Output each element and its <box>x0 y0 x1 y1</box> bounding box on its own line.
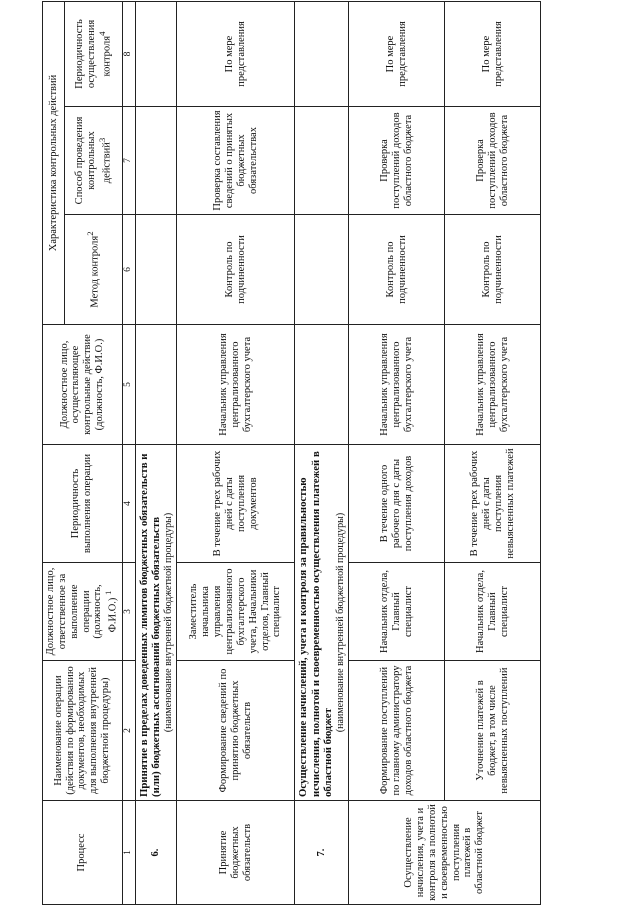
table-row <box>349 1 445 904</box>
cell-way: Проверка поступлений доходов областного бюджета <box>445 107 541 215</box>
cell-responsible: Начальник отдела, Главный специалист <box>445 563 541 661</box>
footnote-mark-3: 3 <box>96 137 107 143</box>
empty-cell <box>295 325 349 445</box>
table-row <box>445 1 541 904</box>
column-number: 4 <box>122 445 135 563</box>
header-control-group: Характеристика контрольных действий <box>43 1 65 324</box>
cell-operation: Формирование сведений по принятию бюджетных обязательств <box>177 661 295 801</box>
header-periodicity: Периодичность выполнения операции <box>43 445 123 563</box>
section-subtitle: (наименование внутренней бюджетной процедуры) <box>163 512 175 733</box>
cell-process: Осуществление начисления, учета и контроля за полнотой и своевременностью поступления платежей в областной бюджет <box>349 801 541 905</box>
header-method <box>65 215 123 325</box>
section-title-cell <box>295 445 349 801</box>
cell-control-period: По мере представления <box>177 1 295 106</box>
header-operation-name: Наименование операции (действия по формированию документов, необходимых для выполнения внутренней бюджетной процедуры) <box>43 661 123 801</box>
header-process: Процесс <box>43 801 123 905</box>
internal-control-table <box>42 1 541 905</box>
cell-process: Принятие бюджетных обязательств <box>177 801 295 905</box>
header-way-text: Способ проведения контрольных действий <box>73 116 113 205</box>
column-number: 5 <box>122 325 135 445</box>
header-responsible <box>43 563 123 661</box>
column-number: 1 <box>122 801 135 905</box>
cell-responsible: Начальник отдела, Главный специалист <box>349 563 445 661</box>
empty-cell <box>295 1 349 106</box>
footnote-mark-4: 4 <box>96 31 107 36</box>
cell-control-period: По мере представления <box>445 1 541 106</box>
header-control-period-text: Периодичность осуществления контроля <box>73 19 113 89</box>
footnote-mark-2: 2 <box>84 231 95 236</box>
cell-periodicity: В течение одного рабочего дня с даты поступления доходов <box>349 445 445 563</box>
header-method-text: Метод контроля <box>89 235 101 308</box>
header-way <box>65 107 123 215</box>
empty-cell <box>135 1 177 106</box>
section-number: 7. <box>295 801 349 905</box>
cell-controller: Начальник управления централизованного бухгалтерского учета <box>445 325 541 445</box>
header-row <box>43 1 65 904</box>
header-control-period <box>65 1 123 106</box>
section-title: Осуществление начислений, учета и контроля за правильностью исчисления, полнотой и своевременностью осуществления платежей в областной бюджет <box>297 451 334 797</box>
cell-controller: Начальник управления централизованного бухгалтерского учета <box>177 325 295 445</box>
cell-method: Контроль по подчиненности <box>177 215 295 325</box>
document-page <box>42 2 638 905</box>
cell-controller: Начальник управления централизованного бухгалтерского учета <box>349 325 445 445</box>
empty-cell <box>135 215 177 325</box>
cell-way: Проверка поступлений доходов областного бюджета <box>349 107 445 215</box>
column-number-row <box>122 1 135 904</box>
section-7-header <box>295 1 349 904</box>
section-title-cell <box>135 445 177 801</box>
empty-cell <box>135 107 177 215</box>
cell-periodicity: В течение трех рабочих дней с даты поступления документов <box>177 445 295 563</box>
cell-method: Контроль по подчиненности <box>445 215 541 325</box>
cell-operation: Уточнение платежей в бюджет, в том числе невыясненных поступлений <box>445 661 541 801</box>
cell-way: Проверка составления сведений о принятых бюджетных обязательствах <box>177 107 295 215</box>
section-6-header <box>135 1 177 904</box>
empty-cell <box>295 215 349 325</box>
header-responsible-text: Должностное лицо, ответственное за выполнение операции (должность, Ф.И.О.) <box>45 567 119 656</box>
column-number: 8 <box>122 1 135 106</box>
cell-method: Контроль по подчиненности <box>349 215 445 325</box>
cell-operation: Формирование поступлений по главному администратору доходов областного бюджета <box>349 661 445 801</box>
empty-cell <box>135 325 177 445</box>
column-number: 2 <box>122 661 135 801</box>
section-number: 6. <box>135 801 177 905</box>
footnote-mark-1: 1 <box>103 590 114 595</box>
section-subtitle: (наименование внутренней бюджетной процедуры) <box>334 512 346 733</box>
column-number: 6 <box>122 215 135 325</box>
cell-control-period: По мере представления <box>349 1 445 106</box>
cell-periodicity: В течение трех рабочих дней с даты поступления невыясненных платежей <box>445 445 541 563</box>
table-row <box>177 1 295 904</box>
section-title: Принятие в пределах доведенных лимитов бюджетных обязательств и (или) бюджетных ассигнований бюджетных обязательств <box>137 453 162 797</box>
empty-cell <box>295 107 349 215</box>
cell-responsible: Заместитель начальника управления централизованного бухгалтерского учета, Начальники отделов, Главный специалист <box>177 563 295 661</box>
column-number: 3 <box>122 563 135 661</box>
header-controller: Должностное лицо, осуществляющее контрольные действие (должность, Ф.И.О.) <box>43 325 123 445</box>
column-number: 7 <box>122 107 135 215</box>
